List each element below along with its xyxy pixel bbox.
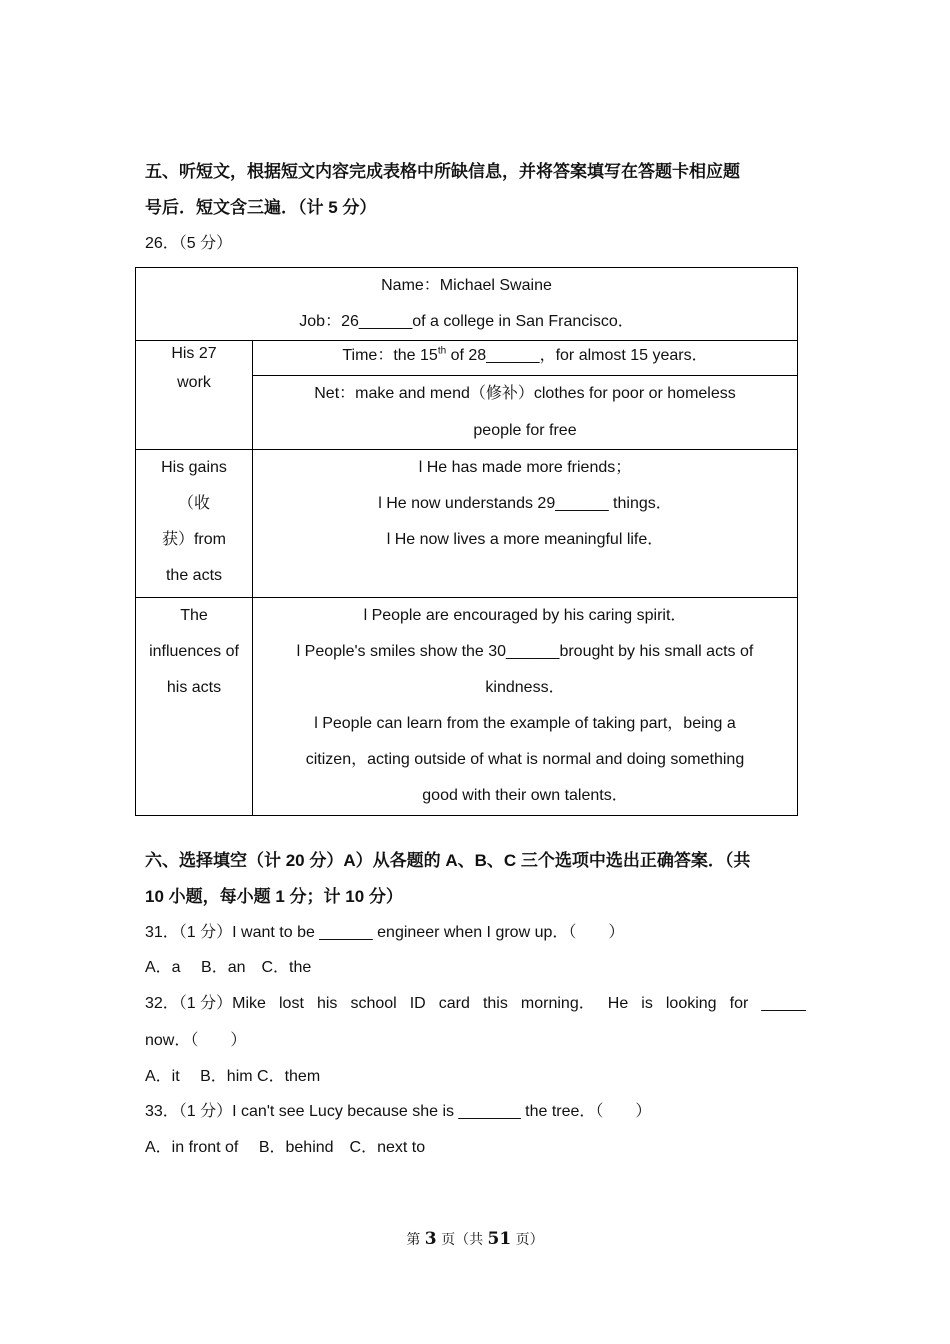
time-text: Time：the 15 — [342, 347, 438, 364]
section-6-title-line-1: 六、选择填空（计 20 分）A）从各题的 A、B、C 三个选项中选出正确答案．（共 — [145, 851, 751, 870]
work-label-line: His 27 — [171, 345, 217, 362]
question-32-word: He — [607, 995, 629, 1012]
table-row — [136, 450, 798, 598]
question-32-word: _____ — [761, 995, 806, 1012]
question-32-word: school — [350, 995, 397, 1012]
influences-label-line: his acts — [166, 679, 222, 696]
work-label-cell — [136, 341, 253, 450]
total-pages: 51 — [487, 1229, 512, 1249]
work-label-line: work — [177, 374, 211, 391]
influences-label-cell — [136, 598, 253, 816]
net-line: Net：make and mend（修补）clothes for poor or homeless — [314, 385, 736, 402]
question-32-line-1 — [145, 994, 806, 1014]
question-32-word: this — [482, 995, 508, 1012]
question-32-options: A．it B．him C．them — [145, 1068, 321, 1085]
question-32-word: lost — [278, 995, 304, 1012]
influences-item: citizen，acting outside of what is normal and doing something — [305, 751, 745, 768]
gains-label-cell — [136, 450, 253, 598]
question-31: 31．（1 分）I want to be ______ engineer when I grow up．（ ） — [145, 924, 625, 941]
influences-label-line: The — [180, 607, 208, 624]
influences-item: good with their own talents． — [422, 787, 628, 804]
question-32-word: ID — [409, 995, 426, 1012]
influences-item: l People are encouraged by his caring spirit． — [363, 607, 687, 624]
table-row — [136, 598, 798, 816]
question-32-word: morning． — [520, 995, 595, 1012]
influences-content-cell — [253, 598, 798, 816]
name-text: Name：Michael Swaine — [381, 277, 552, 294]
question-32-word: card — [438, 995, 470, 1012]
question-33-options: A．in front of B．behind C．next to — [145, 1139, 426, 1156]
gains-content-cell — [253, 450, 798, 598]
footer-prefix: 第 — [406, 1232, 425, 1248]
question-32-word: is — [641, 995, 653, 1012]
section-5-title-line-1: 五、听短文，根据短文内容完成表格中所缺信息，并将答案填写在答题卡相应题 — [145, 162, 740, 181]
gains-label-line: （收 — [177, 495, 210, 512]
page-footer — [0, 1229, 950, 1250]
question-32-word: for — [729, 995, 749, 1012]
job-text: Job：26______of a college in San Francisco． — [299, 313, 634, 330]
table-row — [136, 341, 798, 376]
time-superscript: th — [437, 345, 447, 357]
section-5-title-line-2: 号后．短文含三遍．（计 5 分） — [145, 198, 377, 217]
question-33: 33．（1 分）I can't see Lucy because she is _______ the tree．（ ） — [145, 1103, 652, 1120]
net-cell — [253, 376, 798, 450]
info-table — [135, 267, 798, 816]
question-32-word: 32．（1 分）Mike — [145, 995, 266, 1012]
influences-item: kindness． — [485, 679, 565, 696]
page-number: 3 — [424, 1229, 437, 1249]
section-6-title-line-2: 10 小题，每小题 1 分；计 10 分） — [145, 887, 403, 906]
gains-item: l He has made more friends； — [418, 459, 632, 476]
gains-label-line: His gains — [161, 459, 227, 476]
gains-item: l He now understands 29______ things． — [378, 495, 672, 512]
footer-suffix: 页） — [511, 1232, 544, 1248]
question-32-word: looking — [665, 995, 717, 1012]
time-cell — [253, 341, 798, 376]
footer-middle: 页（共 — [436, 1232, 488, 1248]
net-line: people for free — [473, 422, 577, 439]
influences-item: l People can learn from the example of taking part，being a — [314, 715, 736, 732]
question-32-word: his — [316, 995, 338, 1012]
table-row — [136, 268, 798, 341]
gains-label-line: the acts — [165, 567, 223, 584]
question-32-line-2: now．（ ） — [145, 1032, 247, 1049]
header-cell — [136, 268, 798, 341]
question-31-options: A．a B．an C．the — [145, 959, 312, 976]
influences-item: l People's smiles show the 30______brought by his small acts of — [296, 643, 754, 660]
time-text-end: of 28______，for almost 15 years． — [446, 347, 708, 364]
question-26-label: 26．（5 分） — [145, 235, 233, 252]
gains-label-line: 获）from — [161, 531, 226, 548]
influences-label-line: influences of — [149, 643, 239, 660]
gains-item: l He now lives a more meaningful life． — [386, 531, 664, 548]
